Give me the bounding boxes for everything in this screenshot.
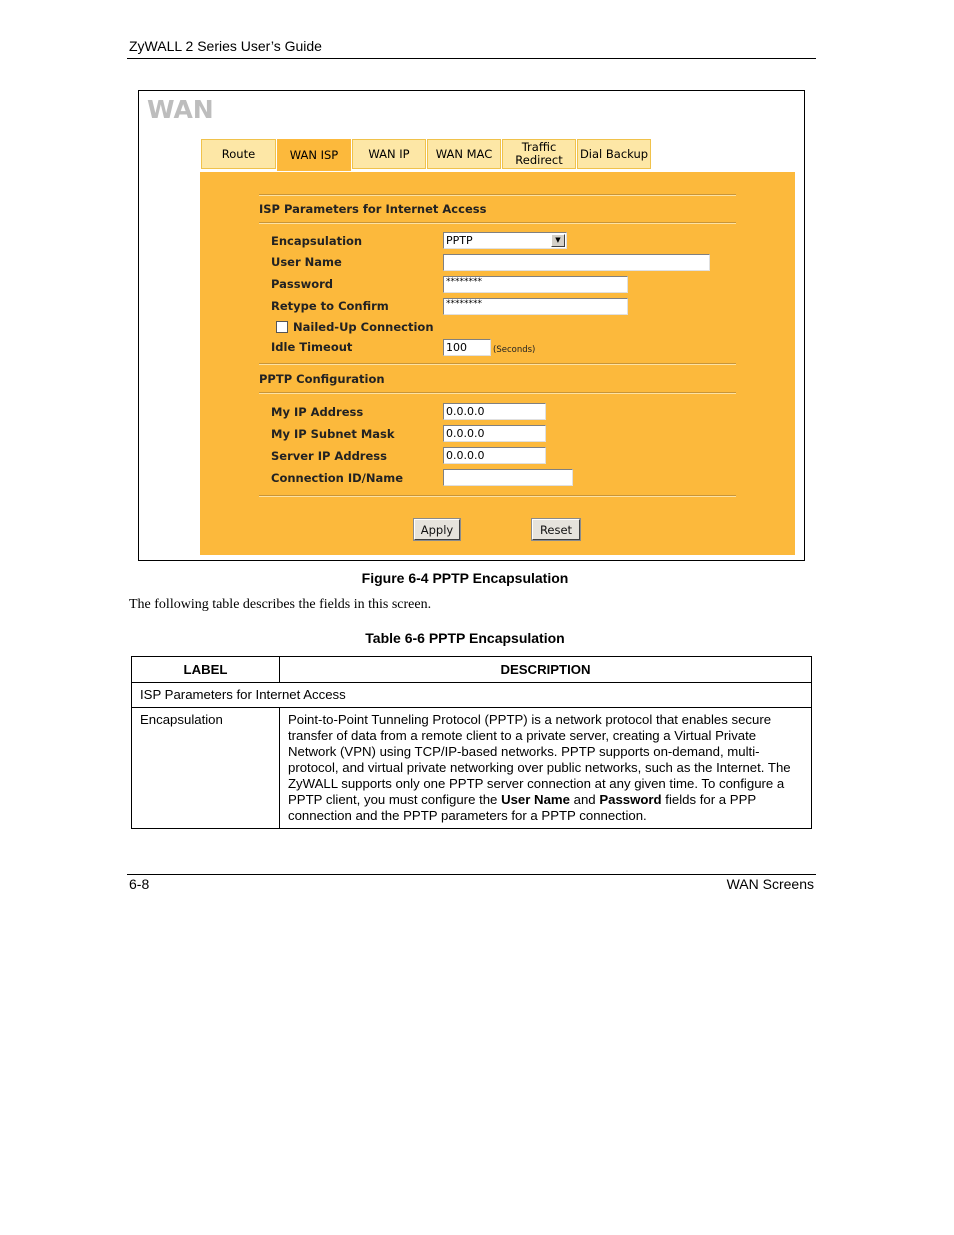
tab-wan-ip[interactable]: WAN IP xyxy=(352,139,426,169)
apply-button[interactable]: Apply xyxy=(414,519,460,540)
encapsulation-select[interactable] xyxy=(443,232,567,249)
nailed-up-checkbox[interactable] xyxy=(276,321,288,333)
user-name-field[interactable] xyxy=(443,254,710,271)
user-name-label: User Name xyxy=(271,255,342,269)
subnet-mask-field[interactable]: 0.0.0.0 xyxy=(443,425,546,442)
divider xyxy=(259,363,736,365)
section-row-text: ISP Parameters for Internet Access xyxy=(132,683,812,708)
table-header-row xyxy=(132,657,812,683)
row-description-text: fields for a PPP connection and the PPTP parameters for a PPTP connection. xyxy=(288,792,756,823)
label-column-header: LABEL xyxy=(132,657,280,683)
header-divider xyxy=(127,58,816,59)
screen-title: WAN xyxy=(147,95,214,124)
pptp-section-title: PPTP Configuration xyxy=(259,372,385,386)
table-row xyxy=(132,683,812,708)
reset-button[interactable]: Reset xyxy=(532,519,580,540)
footer-section-name: WAN Screens xyxy=(726,876,814,892)
document-header-title: ZyWALL 2 Series User’s Guide xyxy=(129,38,322,54)
row-description-bold: Password xyxy=(599,792,662,807)
tab-traffic-redirect[interactable]: Traffic Redirect xyxy=(502,139,576,169)
password-field[interactable]: ******** xyxy=(443,276,628,293)
intro-paragraph: The following table describes the fields in this screen. xyxy=(129,597,432,612)
nailed-up-label: Nailed-Up Connection xyxy=(293,320,434,334)
divider xyxy=(259,392,736,394)
tab-dial-backup[interactable]: Dial Backup xyxy=(577,139,651,169)
password-label: Password xyxy=(271,277,333,291)
tab-wan-mac[interactable]: WAN MAC xyxy=(427,139,501,169)
figure-caption: Figure 6-4 PPTP Encapsulation xyxy=(361,570,569,586)
footer-divider xyxy=(127,874,816,875)
idle-timeout-units: (Seconds) xyxy=(493,345,536,355)
connection-id-field[interactable] xyxy=(443,469,573,486)
description-table xyxy=(131,656,812,829)
divider xyxy=(259,222,736,224)
server-ip-field[interactable]: 0.0.0.0 xyxy=(443,447,546,464)
row-description-text: and xyxy=(569,792,600,807)
retype-password-label: Retype to Confirm xyxy=(271,299,389,313)
description-column-header: DESCRIPTION xyxy=(280,657,812,683)
subnet-mask-label: My IP Subnet Mask xyxy=(271,427,395,441)
divider xyxy=(259,495,736,497)
settings-panel xyxy=(200,172,795,555)
server-ip-label: Server IP Address xyxy=(271,449,387,463)
retype-password-field[interactable]: ******** xyxy=(443,298,628,315)
figure-screenshot-frame xyxy=(138,90,805,561)
tab-wan-isp[interactable]: WAN ISP xyxy=(277,139,351,171)
my-ip-label: My IP Address xyxy=(271,405,364,419)
row-description xyxy=(280,708,812,829)
row-label: Encapsulation xyxy=(132,708,280,829)
divider xyxy=(259,194,736,196)
tab-route[interactable]: Route xyxy=(201,139,276,169)
connection-id-label: Connection ID/Name xyxy=(271,471,404,485)
row-description-bold: User Name xyxy=(501,792,570,807)
isp-section-title: ISP Parameters for Internet Access xyxy=(259,202,487,216)
page-number: 6-8 xyxy=(129,876,150,892)
table-caption: Table 6-6 PPTP Encapsulation xyxy=(365,630,565,646)
encapsulation-label: Encapsulation xyxy=(271,234,363,248)
idle-timeout-label: Idle Timeout xyxy=(271,340,353,354)
chevron-down-icon[interactable]: ▼ xyxy=(551,234,565,247)
row-description-text: Point-to-Point Tunneling Protocol (PPTP) is a network protocol that enables secure transfer of data from a remote client to a private server, creating a Virtual Private Network (VPN) using TCP/IP-based networks. PPTP supports on-demand, multi-protocol, and virtual private networking over public networks, such as the Internet. The ZyWALL supports only one PPTP server connection at any given time. To configure a PPTP client, you must configure the xyxy=(288,712,791,807)
idle-timeout-field[interactable]: 100 xyxy=(443,339,491,356)
table-row xyxy=(132,708,812,829)
encapsulation-value: PPTP xyxy=(446,234,473,247)
my-ip-field[interactable]: 0.0.0.0 xyxy=(443,403,546,420)
